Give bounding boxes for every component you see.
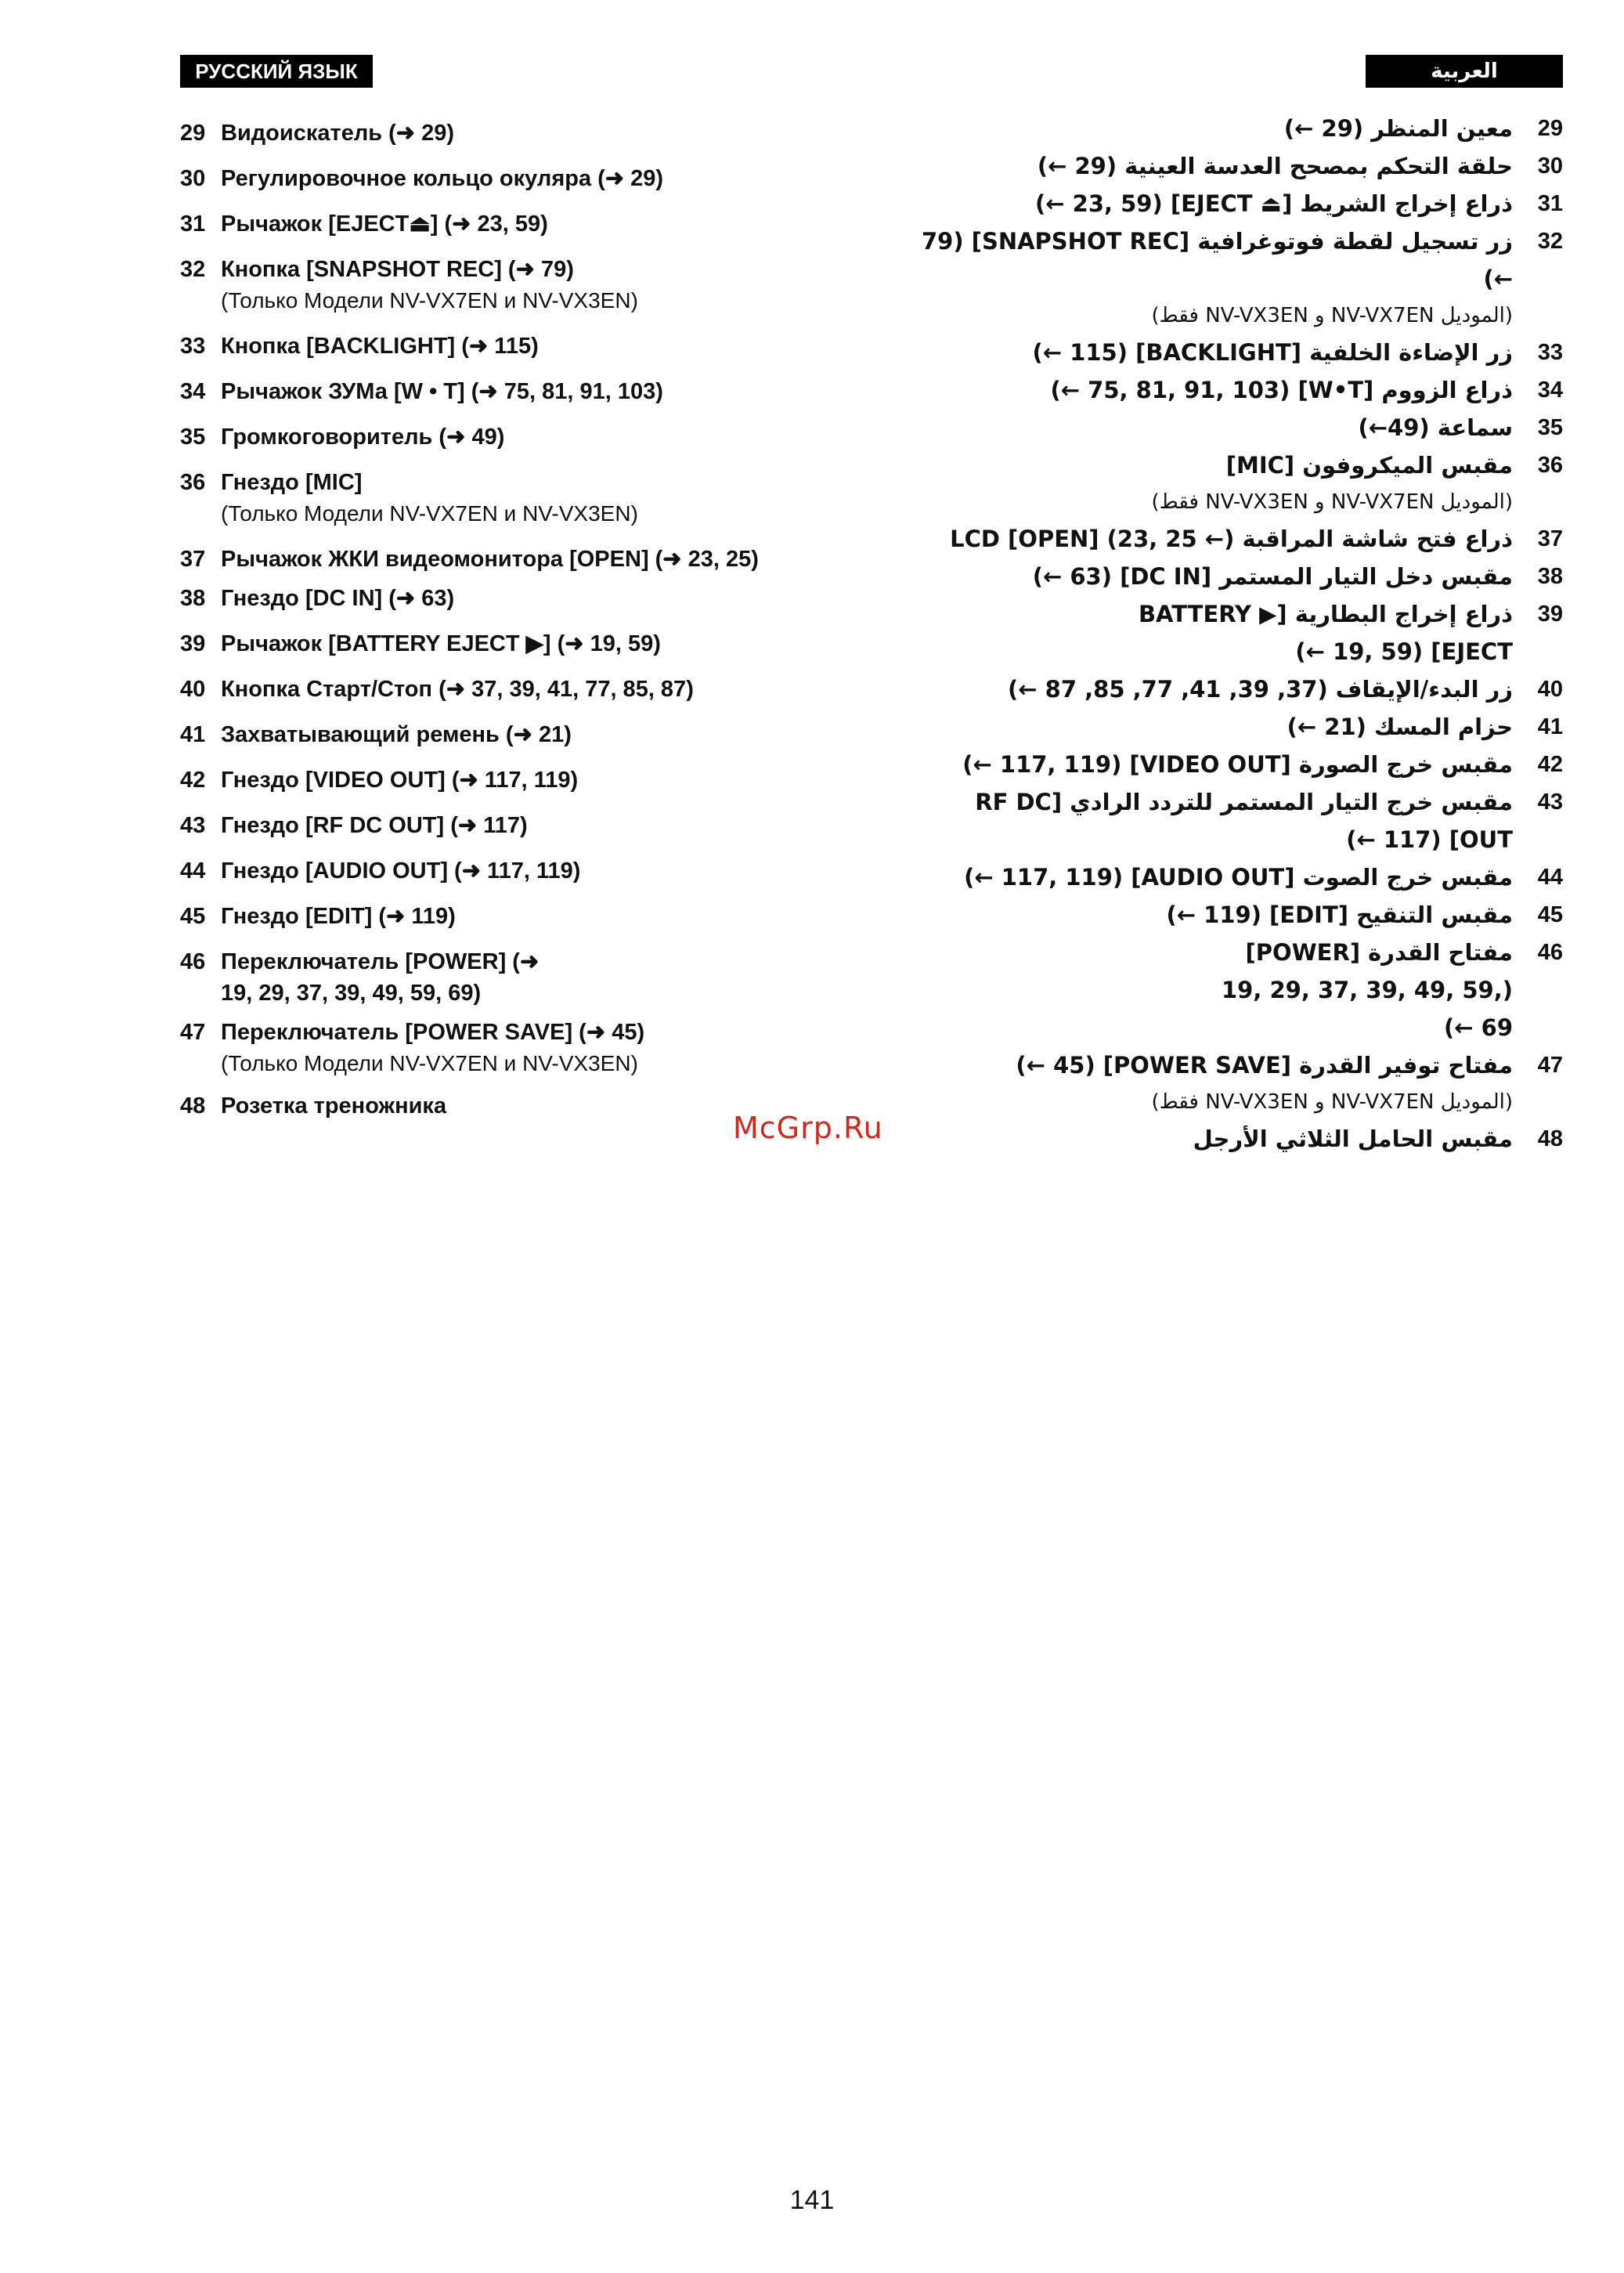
ru-item-41 [180, 719, 775, 750]
ru-item-30 [180, 163, 775, 194]
item-text: Гнездо [EDIT] (➜ 119) [221, 904, 456, 929]
item-number: 33 [180, 334, 206, 359]
item-number: 40 [180, 677, 206, 702]
item-text: Кнопка [BACKLIGHT] (➜ 115) [221, 334, 539, 359]
ar-item-41 [893, 708, 1563, 746]
item-number: 48 [1537, 1126, 1563, 1151]
ar-item-37 [893, 520, 1563, 558]
item-number: 46 [180, 949, 206, 974]
ru-item-39 [180, 628, 775, 659]
item-number: 30 [1537, 154, 1563, 179]
ar-item-38 [893, 558, 1563, 595]
item-number: 42 [180, 768, 206, 793]
item-text: زر تسجيل لقطة فوتوغرافية [SNAPSHOT REC] (79 ←) [921, 228, 1513, 292]
item-text: Гнездо [DC IN] (➜ 63) [221, 586, 455, 611]
arabic-language-tab: العربية [1366, 55, 1563, 88]
item-number: 34 [180, 379, 206, 404]
ar-item-29 [893, 110, 1563, 147]
item-text: Рычажок [BATTERY EJECT ▶] (➜ 19, 59) [221, 631, 661, 656]
item-text: مقبس خرج التيار المستمر للتردد الرادي [RF DC OUT] (117 ←) [975, 789, 1513, 853]
item-number: 36 [180, 470, 206, 495]
item-text: Розетка треножника [221, 1093, 447, 1118]
item-number: 32 [180, 257, 206, 282]
item-number: 45 [180, 904, 206, 929]
item-text: حزام المسك (21 ←) [1287, 714, 1513, 740]
item-number: 43 [180, 813, 206, 838]
item-number: 41 [180, 722, 206, 747]
item-number: 38 [1537, 564, 1563, 589]
ru-item-42 [180, 764, 775, 796]
item-text: Рычажок ЖКИ видеомонитора [OPEN] (➜ 23, 25) [221, 547, 759, 572]
item-text: زر الإضاءة الخلفية [BACKLIGHT] (115 ←) [1032, 339, 1513, 366]
item-text: مقبس خرج الصوت [AUDIO OUT] (117, 119 ←) [964, 864, 1513, 891]
item-number: 31 [1537, 191, 1563, 216]
item-note: (Только Модели NV-VX7EN и NV-VX3EN) [221, 501, 638, 526]
item-number: 47 [180, 1020, 206, 1045]
ar-item-42 [893, 746, 1563, 783]
item-number: 36 [1537, 453, 1563, 478]
item-text: معين المنظر (29 ←) [1283, 115, 1513, 142]
item-text: مقبس خرج الصورة [VIDEO OUT] (117, 119 ←) [962, 751, 1513, 778]
item-number: 44 [180, 858, 206, 884]
watermark: McGrp.Ru [733, 1111, 883, 1145]
ru-item-36 [180, 467, 775, 529]
item-number: 35 [180, 425, 206, 450]
arabic-parts-list [893, 110, 1563, 1158]
ru-item-31 [180, 208, 775, 240]
ru-item-45 [180, 901, 775, 932]
item-number: 39 [180, 631, 206, 656]
ru-item-33 [180, 331, 775, 362]
item-text: ذراع إخراج البطارية [▶ BATTERY EJECT] (19, 59 ←) [1138, 601, 1513, 665]
item-number: 37 [180, 547, 206, 572]
item-text: زر البدء/الإيقاف (37, 39, 41, 77, 85, 87 ←) [1008, 676, 1513, 703]
item-note: (الموديل NV-VX7EN و NV-VX3EN فقط) [1151, 490, 1513, 514]
item-text: مفتاح القدرة [POWER] (19, 29, 37, 39, 49, 59, 69 ←) [1222, 939, 1513, 1041]
page-number: 141 [789, 2185, 835, 2215]
ar-item-34 [893, 371, 1563, 409]
ru-item-32 [180, 254, 775, 316]
item-text: حلقة التحكم بمصحح العدسة العينية (29 ←) [1037, 153, 1513, 179]
item-text: Гнездо [AUDIO OUT] (➜ 117, 119) [221, 858, 581, 884]
item-text: سماعة (49←) [1358, 414, 1513, 441]
ru-item-34 [180, 376, 775, 407]
item-text: Переключатель [POWER] (➜ 19, 29, 37, 39, 49, 59, 69) [221, 949, 540, 1006]
item-number: 45 [1537, 902, 1563, 927]
ar-item-47 [893, 1046, 1563, 1120]
item-text: Видоискатель (➜ 29) [221, 121, 455, 146]
item-text: Кнопка [SNAPSHOT REC] (➜ 79) [221, 257, 574, 282]
item-text: Гнездо [VIDEO OUT] (➜ 117, 119) [221, 768, 579, 793]
item-number: 35 [1537, 415, 1563, 440]
item-number: 48 [180, 1093, 206, 1118]
ar-item-45 [893, 896, 1563, 934]
russian-language-tab: РУССКИЙ ЯЗЫК [180, 55, 373, 88]
ar-item-48 [893, 1120, 1563, 1158]
ar-item-36 [893, 446, 1563, 520]
item-number: 41 [1537, 714, 1563, 739]
item-text: مفتاح توفير القدرة [POWER SAVE] (45 ←) [1016, 1052, 1513, 1079]
item-number: 33 [1537, 340, 1563, 365]
item-text: Гнездо [MIC] [221, 470, 363, 495]
item-note: (Только Модели NV-VX7EN и NV-VX3EN) [221, 1051, 638, 1075]
item-note: (Только Модели NV-VX7EN и NV-VX3EN) [221, 288, 638, 313]
ar-item-46 [893, 934, 1563, 1046]
item-number: 31 [180, 211, 206, 237]
item-number: 29 [180, 121, 206, 146]
item-text: مقبس الميكروفون [MIC] [1225, 452, 1513, 479]
item-text: مقبس الحامل الثلاثي الأرجل [1193, 1126, 1513, 1152]
item-text: مقبس دخل التيار المستمر [DC IN] (63 ←) [1032, 563, 1513, 590]
item-note: (الموديل NV-VX7EN و NV-VX3EN فقط) [1151, 1090, 1513, 1114]
item-text: Захватывающий ремень (➜ 21) [221, 722, 572, 747]
item-number: 34 [1537, 378, 1563, 403]
item-number: 42 [1537, 752, 1563, 777]
russian-parts-list [180, 117, 775, 1122]
item-text: Кнопка Старт/Стоп (➜ 37, 39, 41, 77, 85, 87) [221, 677, 694, 702]
ru-item-43 [180, 810, 775, 841]
item-number: 30 [180, 166, 206, 191]
ru-item-46 [180, 946, 775, 1009]
ar-item-35 [893, 409, 1563, 446]
ru-item-37 [180, 544, 775, 575]
item-text: Регулировочное кольцо окуляра (➜ 29) [221, 166, 664, 191]
item-text: ذراع الزووم [W•T] (75, 81, 91, 103 ←) [1050, 377, 1513, 403]
item-number: 44 [1537, 865, 1563, 890]
item-number: 37 [1537, 526, 1563, 551]
item-note: (الموديل NV-VX7EN و NV-VX3EN فقط) [1151, 304, 1513, 327]
ru-item-44 [180, 855, 775, 887]
item-number: 47 [1537, 1053, 1563, 1078]
ru-item-48 [180, 1090, 775, 1122]
ar-item-32 [893, 222, 1563, 334]
ru-item-38 [180, 583, 775, 614]
item-number: 40 [1537, 677, 1563, 702]
ru-item-35 [180, 421, 775, 453]
ar-item-33 [893, 334, 1563, 371]
item-text: ذراع إخراج الشريط [⏏ EJECT] (23, 59 ←) [1035, 190, 1513, 217]
item-text: Гнездо [RF DC OUT] (➜ 117) [221, 813, 528, 838]
ru-item-40 [180, 674, 775, 705]
item-number: 43 [1537, 790, 1563, 815]
ru-item-29 [180, 117, 775, 149]
ru-item-47 [180, 1017, 775, 1079]
ar-item-43 [893, 783, 1563, 858]
item-number: 46 [1537, 940, 1563, 965]
item-text: Громкоговоритель (➜ 49) [221, 425, 505, 450]
ar-item-44 [893, 858, 1563, 896]
item-text: Рычажок [EJECT⏏] (➜ 23, 59) [221, 211, 548, 237]
item-text: Переключатель [POWER SAVE] (➜ 45) [221, 1020, 645, 1045]
item-number: 38 [180, 586, 206, 611]
item-number: 39 [1537, 602, 1563, 627]
ar-item-30 [893, 147, 1563, 185]
ar-item-31 [893, 185, 1563, 222]
item-number: 32 [1537, 229, 1563, 254]
item-number: 29 [1537, 116, 1563, 141]
ar-item-40 [893, 670, 1563, 708]
item-text: Рычажок ЗУМа [W • T] (➜ 75, 81, 91, 103) [221, 379, 663, 404]
ar-item-39 [893, 595, 1563, 670]
item-text: ذراع فتح شاشة المراقبة LCD [OPEN] (23, 25 ←) [950, 526, 1513, 552]
item-text: مقبس التنقيح [EDIT] (119 ←) [1166, 902, 1513, 928]
